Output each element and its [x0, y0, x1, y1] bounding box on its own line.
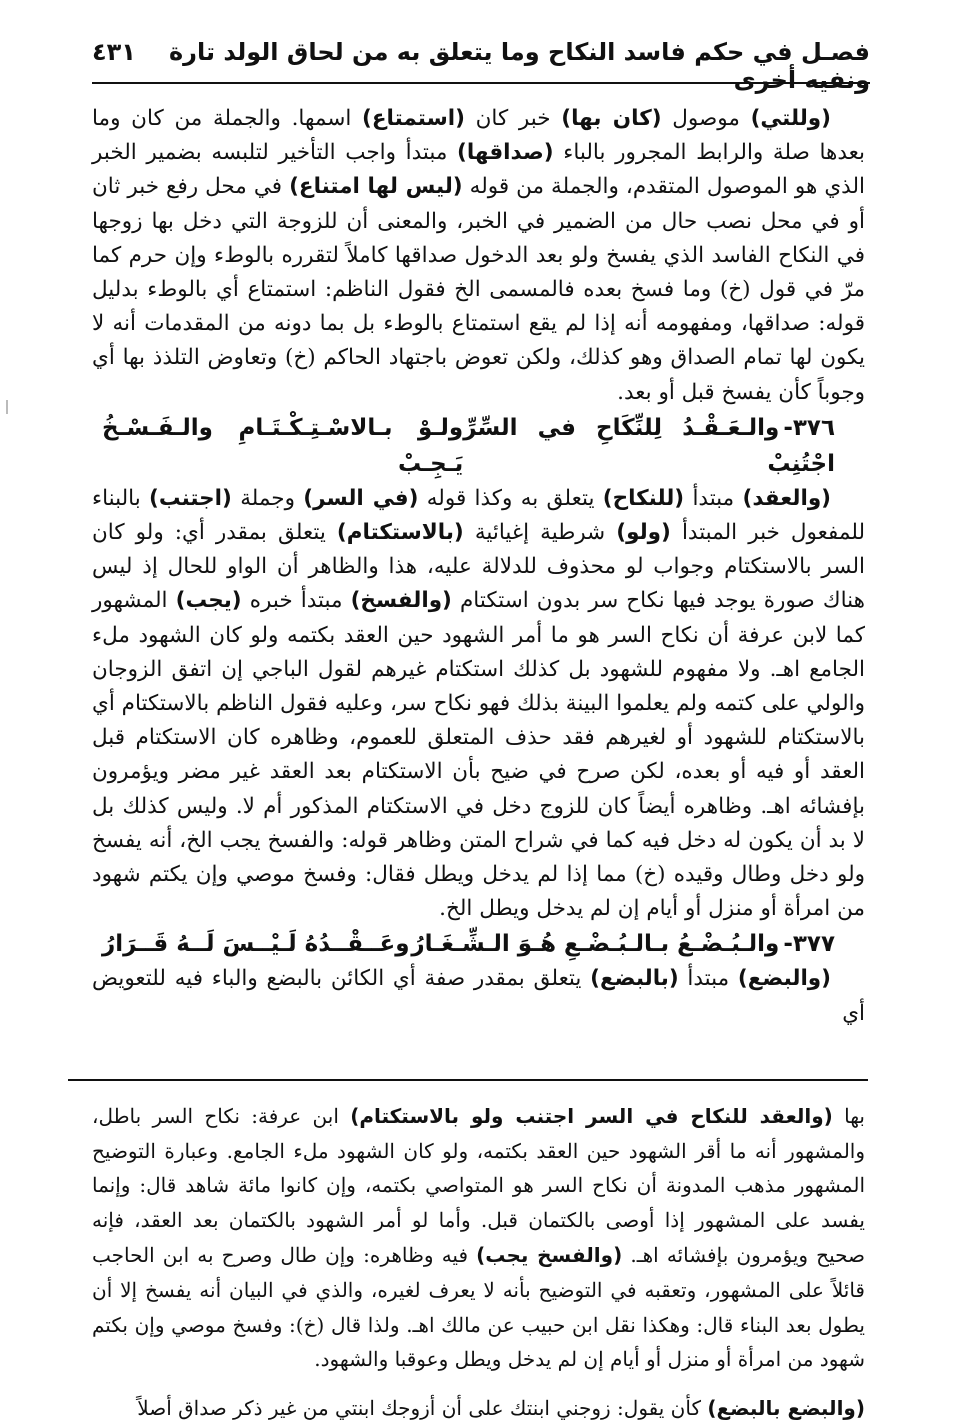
keyword: (والعقد) [742, 485, 832, 511]
keyword: (للنكاح) [602, 485, 685, 511]
running-header [92, 38, 870, 94]
keyword: (والبضع بالبضع) [707, 1396, 865, 1421]
verse-second-hemistich: ولـوْ بـالاسْـتِـكْـتَـامِ والـفَـسْـخُ يَـجِـبْ [102, 414, 464, 477]
verse-376 [92, 410, 865, 482]
keyword: (بالبضع) [590, 966, 679, 992]
keyword: (استمتاع) [362, 106, 465, 131]
keyword: (بالاستكتام) [336, 520, 464, 546]
commentary-paragraph-2 [92, 482, 865, 927]
footnote-separator [68, 1079, 868, 1081]
text-run: وجملة [231, 485, 304, 511]
keyword: (اجتنب) [149, 485, 232, 511]
keyword: (والفسخ يجب) [476, 1243, 623, 1268]
keyword: (في السر) [303, 485, 419, 511]
footnote-1 [92, 1099, 865, 1377]
text-run: بها [832, 1103, 865, 1128]
text-run: يتعلق بمقدر أي: ولو كان السر بالاستكتام وجواب لو محذوف للدلالة عليه، هذا والظاهر أن الواو للحال إذ ليس هناك صورة يوجد فيها نكاح سر بدون استكتام [92, 520, 865, 614]
page-number: ٤٣١ [92, 38, 136, 66]
keyword: (وللتي) [750, 106, 831, 131]
text-run: يتعلق به وكذا قوله [418, 485, 603, 511]
text-run: خبر كان [464, 106, 562, 131]
text-run: مبتدأ [684, 485, 743, 511]
commentary-paragraph-3 [92, 962, 865, 1030]
text-run: اسمها. والجملة من كان وما بعدها صلة والرابط المجرور بالباء [92, 106, 865, 166]
text-run: مبتدأ خبره [241, 588, 351, 614]
keyword: (والفسخ) [350, 588, 452, 614]
keyword: (والبضع) [737, 966, 831, 992]
verse-first-hemistich [463, 410, 835, 482]
verse-second-hemistich: وعَــقْــدُهُ لَـيْــسَ لَــهُ قَــرَارُ [102, 931, 410, 958]
verse-number: ٣٧٧- [783, 931, 835, 958]
text-run: ابن عرفة: نكاح السر باطل، والمشهور أنه ما أقر الشهود حين العقد بكتمه، ولو كان الشهود ملء الجامع. وعبارة التوضيح المشهور مذهب المدونة أن نكاح السر هو المتواصي بكتمه، وإن كانوا مائة شاهد قال: وإنما يفسد على المشهور إذا أوصى بالكتمان قبل. وأما لو أمر الشهود بالكتمان بعد العقد، فإنه صحيح ويؤمرون بإفشائه اهـ. [92, 1103, 866, 1268]
verse-text: والـبُـضْـعُ بـالـبُـضْـعِ هُـوَ الـشِّـغَـارُ [411, 931, 780, 958]
text-run: كأن يقول: زوجني ابنتك على أن أزوجك ابنتي من غير ذكر صداق أصلاً [137, 1396, 708, 1421]
keyword: (كان بها) [561, 106, 662, 131]
keyword: (صداقها) [457, 140, 554, 166]
text-run: موصول [661, 106, 751, 131]
keyword: (ولو) [616, 520, 671, 546]
keyword: (ليس لها امتناع) [289, 174, 463, 200]
footnotes [92, 1099, 865, 1426]
footnote-2 [92, 1391, 865, 1426]
scan-mark [6, 400, 8, 414]
text-run: المشهور كما لابن عرفة أن نكاح السر هو ما أمر الشهود حين العقد بكتمه ولو كان الشهود ملء الجامع اهـ. ولا مفهوم للشهود بل كذلك استكتام غيرهم لقول الباجي إن اتفق الزوجان والولي على كتمه ولم يعلموا البينة بذلك فهو نكاح سر، وعليه فقول الناظم بالاستكتام أي بالاستكتام للشهود أو لغيرهم فقد حذف المتعلق للعموم، وظاهره كان الاستكتام قبل العقد أو فيه أو بعده، لكن صرح في ضيح بأن الاستكتام بعد العقد غير مضر ويؤمرون بإفشائه اهـ. وظاهره أيضاً كان للزوج دخل في الاستكتام المذكور أم لا. وليس كذلك بل لا بد أن يكون له دخل فيه كما في شراح المتن وظاهر قوله: والفسخ يجب الخ، أنه يفسخ ولو دخل وطال وقيده (خ) مما إذا لم يدخل ويطل فقال: وفسخ موصي وإن يكتم شهود من امرأة أو منزل أو أيام إن لم يدخل ويطل الخ. [92, 588, 865, 922]
verse-first-hemistich [411, 926, 835, 962]
verse-number: ٣٧٦- [783, 414, 835, 441]
text-run: في محل رفع خبر ثان أو في محل نصب حال من الضمير في الخبر، والمعنى أن للزوجة التي دخل بها زوجها في النكاح الفاسد الذي يفسخ ولو بعد الدخول صداقها كاملاً لتقرره بالوطء وإن حرم كما مرّ في قول (خ) وما فسخ بعده فالمسمى الخ فقول الناظم: استمتاع أي بالوطء بدليل قوله: صداقها، ومفهومه أنه إذا لم يقع استمتاع بالوطء بل بما دونه من المقدمات أنه لا يكون لها تمام الصداق وهو كذلك، ولكن تعوض باجتهاد الحاكم (خ) وتعاوض التلذذ بها أي وجوباً كأن يفسخ قبل أو بعد. [92, 174, 865, 405]
keyword: (يجب) [175, 588, 242, 614]
main-commentary [92, 102, 865, 1031]
text-run: بالبناء للمفعول خبر المبتدأ [92, 485, 866, 546]
text-run: فيه وظاهره: وإن طال وصرح به ابن الحاجب قائلاً على المشهور، وتعقبه في التوضيح بأنه لا يعرف لغيره، والذي في البيان أنه يفسخ إلا أن يطول بعد البناء قال: وهكذا نقل ابن حبيب عن مالك اهـ. ولذا قال (خ): وفسخ موصي وإن بكتم شهود من امرأة أو منزل أو أيام إن لم يدخل ويطل وعوقبا والشهود. [92, 1243, 865, 1372]
text-run: مبتدأ واجب التأخير لتلبسه بضمير الخبر الذي هو الموصول المتقدم، والجملة من قوله [92, 140, 865, 200]
verse-text: والـعَـقْـدُ لِلنِّكَاحِ في السِّرِّ اجْتُنِبْ [463, 414, 835, 477]
text-run: يتعلق بمقدر صفة أي الكائن بالبضع والباء فيه للتعويض أي [92, 966, 865, 1026]
text-run: شرطية إغيائية [463, 520, 617, 546]
commentary-paragraph-1 [92, 102, 865, 410]
chapter-title: فصـل في حكم فاسد النكاح وما يتعلق به من لحاق الولد تارة ونفيه أخرى [168, 38, 870, 94]
text-run: مبتدأ [678, 966, 738, 992]
verse-377 [92, 926, 865, 962]
keyword: (والعقد للنكاح في السر اجتنب ولو بالاستكتام) [350, 1103, 833, 1128]
